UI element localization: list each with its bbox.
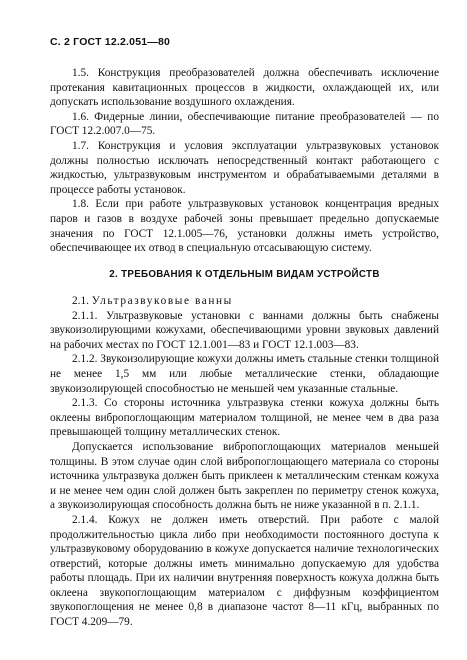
- subsection-title: Ультразвуковые ванны: [91, 295, 233, 307]
- paragraph-1-8: 1.8. Если при работе ультразвуковых установок концентрация вредных паров и газов в воздухе рабочей зоны превышает предельно допускаемые значения по ГОСТ 12.1.005—76, установки должны иметь устройство, обеспечивающее их отвод в специальную отсасывающую систему.: [50, 198, 439, 255]
- section-2-body: [50, 294, 439, 630]
- paragraph-2-1-3-note: Допускается использование вибропоглощающих материалов меньшей толщины. В этом случае один слой вибропоглощающего материала со стороны источника ультразвука должен быть приклеен к металлическим стенкам кожуха и не менее чем один слой должен быть закреплен по периметру стенок кожуха, а звукоизолирующая способность должна быть не ниже указанной в п. 2.1.1.: [50, 440, 439, 512]
- section-1-body: [50, 66, 439, 256]
- paragraph-2-1-3: 2.1.3. Со стороны источника ультразвука стенки кожуха должны быть оклеены вибропоглощающим материалом толщиной, не менее чем в два раза превышающей толщину металлических стенок.: [50, 397, 439, 439]
- paragraph-1-7: 1.7. Конструкция и условия эксплуатации ультразвуковых установок должны полностью исключать непосредственный контакт работающего с жидкостью, ультразвуковым инструментом и обрабатываемыми деталями в процессе работы установок.: [50, 139, 439, 196]
- paragraph-1-5: 1.5. Конструкция преобразователей должна обеспечивать исключение протекания кавитационных процессов в жидкости, охлаждающей их, или допускать использование воздушного охлаждения.: [50, 67, 439, 109]
- paragraph-1-6: 1.6. Фидерные линии, обеспечивающие питание преобразователей — по ГОСТ 12.2.007.0—75.: [50, 110, 439, 138]
- paragraph-2-1-4: 2.1.4. Кожух не должен иметь отверстий. При работе с малой продолжительностью цикла либо при необходимости постоянного доступа к ультразвуковому оборудованию в кожухе допускается наличие технологических отверстий, которые должны иметь минимально допускаемую для удобства работы площадь. При их наличии внутренняя поверхность кожуха должна быть оклеена звукопоглощающим материалом с диффузным коэффициентом звукопоглощения не менее 0,8 в диапазоне частот 8—11 кГц, выбранных по ГОСТ 4.209—79.: [50, 513, 439, 629]
- subsection-number: 2.1.: [72, 295, 89, 307]
- paragraph-2-1-2: 2.1.2. Звукоизолирующие кожухи должны иметь стальные стенки толщиной не менее 1,5 мм или любые металлические стенки, обладающие звукоизолирующей способностью не меньшей чем указанные стальные.: [50, 353, 439, 395]
- subsection-2-1-title: [50, 294, 439, 309]
- section-2-heading: 2. ТРЕБОВАНИЯ К ОТДЕЛЬНЫМ ВИДАМ УСТРОЙСТВ: [109, 269, 380, 280]
- page-header: С. 2 ГОСТ 12.2.051—80: [50, 36, 171, 48]
- paragraph-2-1-1: 2.1.1. Ультразвуковые установки с ваннами должны быть снабжены звукоизолирующими кожухами, обеспечивающими уровни звуковых давлений на рабочих местах по ГОСТ 12.1.001—83 и ГОСТ 12.1.003—83.: [50, 309, 439, 351]
